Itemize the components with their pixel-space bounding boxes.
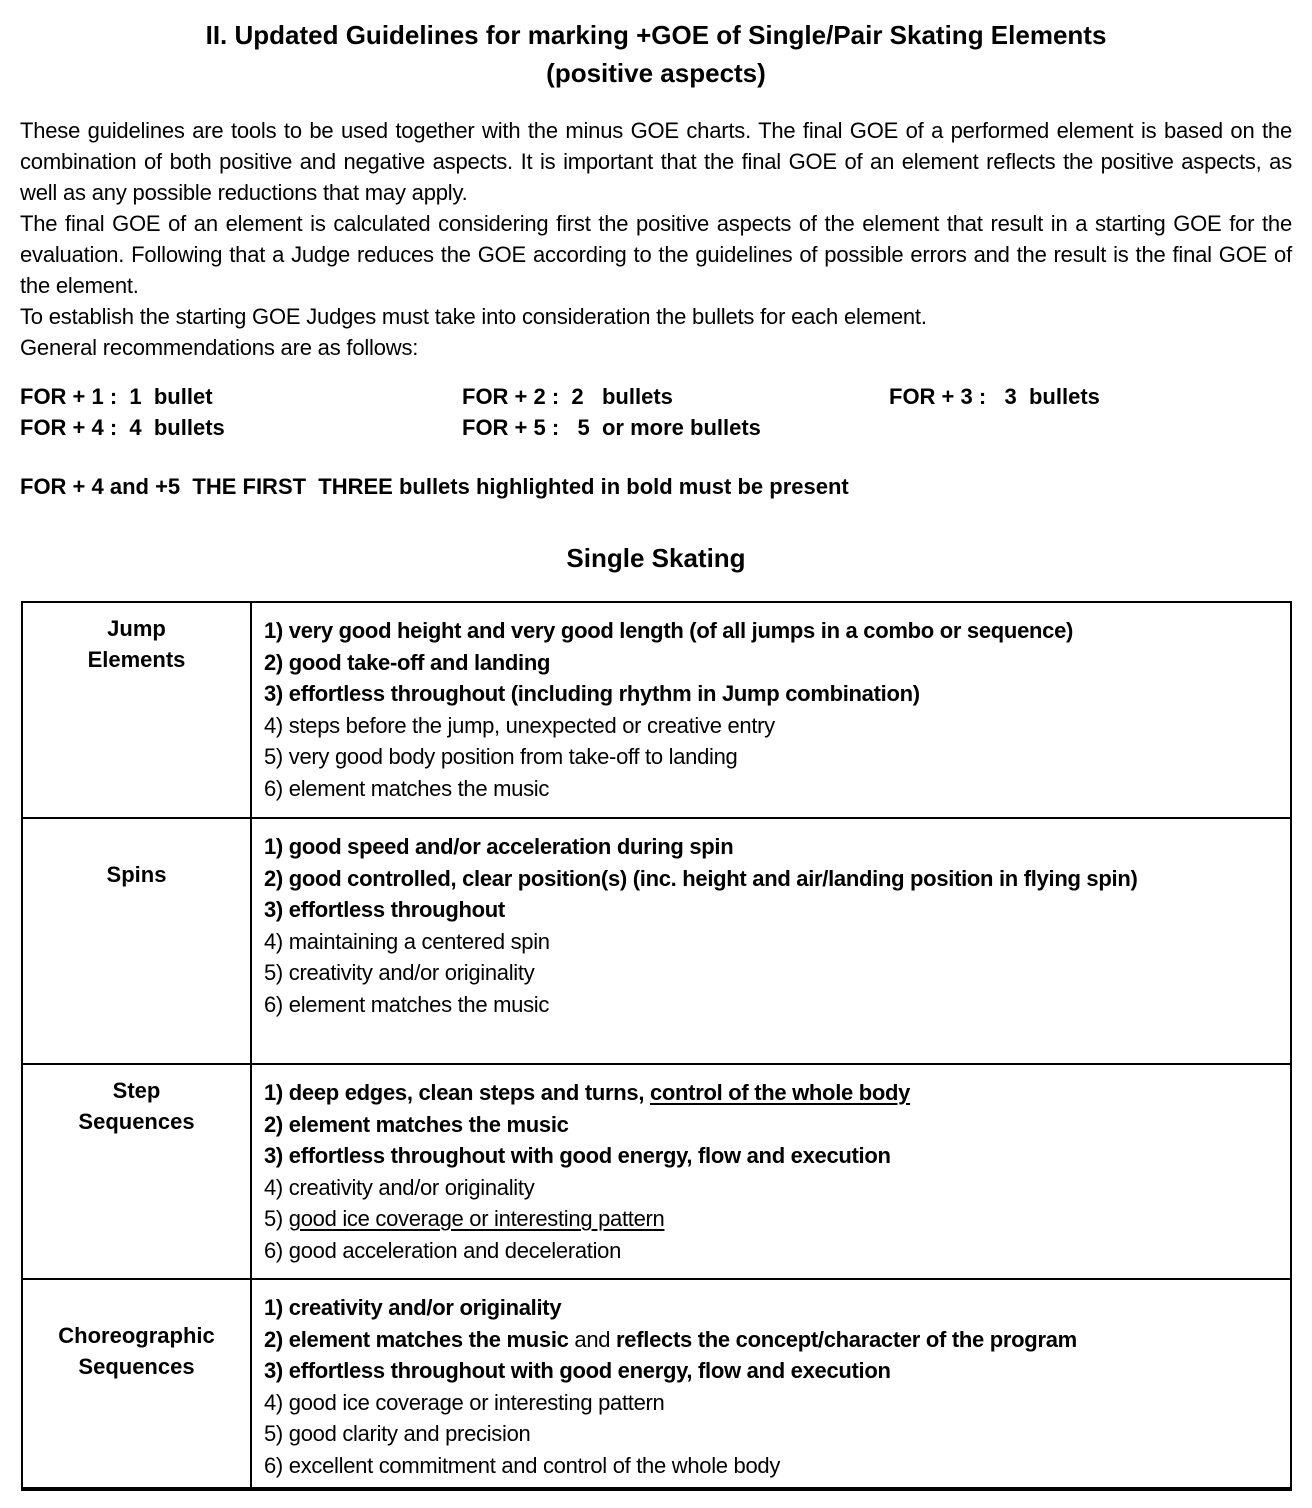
bullet-line [264,1203,1282,1235]
bullet-segment: good ice coverage or interesting pattern [288,1206,665,1231]
bullet-line [264,1292,1282,1324]
recommendation-item: FOR + 2 : 2 bullets [462,384,673,409]
bullet-segment: 3) effortless throughout (including rhythm in Jump combination) [264,681,920,706]
bullet-segment: 1) creativity and/or originality [264,1295,562,1320]
recommendation-item: FOR + 1 : 1 bullet [20,384,213,409]
bullet-segment: 2) element matches the music [264,1326,575,1352]
bold-requirement-note: FOR + 4 and +5 THE FIRST THREE bullets highlighted in bold must be present [20,474,849,499]
recommendation-item: FOR + 4 : 4 bullets [20,415,225,440]
element-name-cell [22,1279,251,1489]
bullets-cell [251,818,1291,1064]
bullets-cell [251,602,1291,818]
intro-text [20,115,1292,363]
bullet-line [264,989,1282,1021]
element-name-line: Elements [87,647,186,672]
bullet-line [264,1387,1282,1419]
bullet-segment: 6) element matches the music [264,991,550,1017]
bullet-line [264,1109,1282,1141]
bullet-segment: control of the whole body [649,1080,911,1105]
bullets-cell [251,1064,1291,1279]
bullet-line [264,831,1282,863]
bullet-segment: 3) effortless throughout with good energy, flow and execution [264,1143,891,1168]
bullet-line [264,1418,1282,1450]
element-name-line: Spins [106,862,167,887]
bullet-line [264,741,1282,773]
bullet-line [264,957,1282,989]
bullet-line [264,1450,1282,1482]
element-name-line: Sequences [78,1109,195,1134]
element-name-cell [22,602,251,818]
bullet-line [264,863,1282,895]
goe-recommendations [0,384,1312,450]
positive-aspects-table [21,601,1292,1491]
bullets-cell [251,1279,1291,1489]
bullet-line [264,710,1282,742]
element-name-line: Step [112,1078,161,1103]
intro-paragraph: The final GOE of an element is calculated considering first the positive aspects of the element that result in a starting GOE for the evaluation. Following that a Judge reduces the GOE according to the guidelines of possible errors and the result is the final GOE of the element. [20,211,1292,298]
bullet-line [264,1355,1282,1387]
bullet-segment: 6) element matches the music [264,775,550,801]
bullet-line [264,1235,1282,1267]
element-name-line: Jump [107,616,166,641]
element-name-line: Sequences [78,1354,195,1379]
bullet-line [264,678,1282,710]
bullet-line [264,1077,1282,1109]
page-title-line1: II. Updated Guidelines for marking +GOE of Single/Pair Skating Elements [205,20,1107,50]
bullet-segment: 4) creativity and/or originality [264,1174,535,1200]
bullet-segment: 5) good clarity and precision [264,1421,531,1446]
page-title-line2: (positive aspects) [546,58,766,88]
bullet-segment: reflects the concept/character of the program [610,1326,1077,1352]
bullet-line [264,1172,1282,1204]
bullet-segment: 4) good ice coverage or interesting pattern [264,1389,665,1415]
bullet-line [264,1324,1282,1356]
bullet-segment: and [574,1326,611,1352]
element-name-line: Choreographic [58,1323,215,1348]
element-name-cell [22,818,251,1064]
bullet-segment: 2) good take-off and landing [264,649,551,675]
element-name-cell [22,1064,251,1279]
bullet-segment: 1) very good height and very good length (of all jumps in a combo or sequence) [264,618,1074,643]
bullet-line [264,894,1282,926]
bullet-segment: 6) excellent commitment and control of the whole body [264,1452,781,1478]
section-heading: Single Skating [566,543,746,573]
bullet-segment: 2) element matches the music [264,1111,569,1137]
table-row [22,1064,1291,1279]
page-title [0,16,1312,92]
intro-paragraph: These guidelines are tools to be used together with the minus GOE charts. The final GOE of a performed element is based on the combination of both positive and negative aspects. It is important that the final GOE of an element reflects the positive aspects, as well as any possible reductions that may apply. [20,118,1292,205]
bullet-line [264,615,1282,647]
bullet-line [264,773,1282,805]
bullet-segment: 5) creativity and/or originality [264,960,535,985]
recommendation-item: FOR + 3 : 3 bullets [889,384,1100,409]
bullet-segment: 4) steps before the jump, unexpected or creative entry [264,712,775,738]
table-row [22,602,1291,818]
bullet-line [264,647,1282,679]
bullet-line [264,1140,1282,1172]
bullet-segment: 6) good acceleration and deceleration [264,1237,622,1263]
intro-paragraph: To establish the starting GOE Judges must take into consideration the bullets for each element. [20,304,927,329]
bullet-segment: 1) deep edges, clean steps and turns, [264,1080,650,1105]
bullet-segment: 3) effortless throughout [264,897,505,922]
bullet-segment: 5) [264,1206,289,1231]
table-row [22,818,1291,1064]
bullet-segment: 2) good controlled, clear position(s) (inc. height and air/landing position in flying spin) [264,865,1138,891]
bullet-line [264,926,1282,958]
bullet-segment: 1) good speed and/or acceleration during spin [264,834,734,859]
table-row [22,1279,1291,1489]
recommendation-item: FOR + 5 : 5 or more bullets [462,415,761,440]
bullet-segment: 5) very good body position from take-off to landing [264,744,738,769]
bullet-segment: 3) effortless throughout with good energy, flow and execution [264,1358,891,1383]
intro-paragraph: General recommendations are as follows: [20,335,419,360]
bullet-segment: 4) maintaining a centered spin [264,928,550,954]
